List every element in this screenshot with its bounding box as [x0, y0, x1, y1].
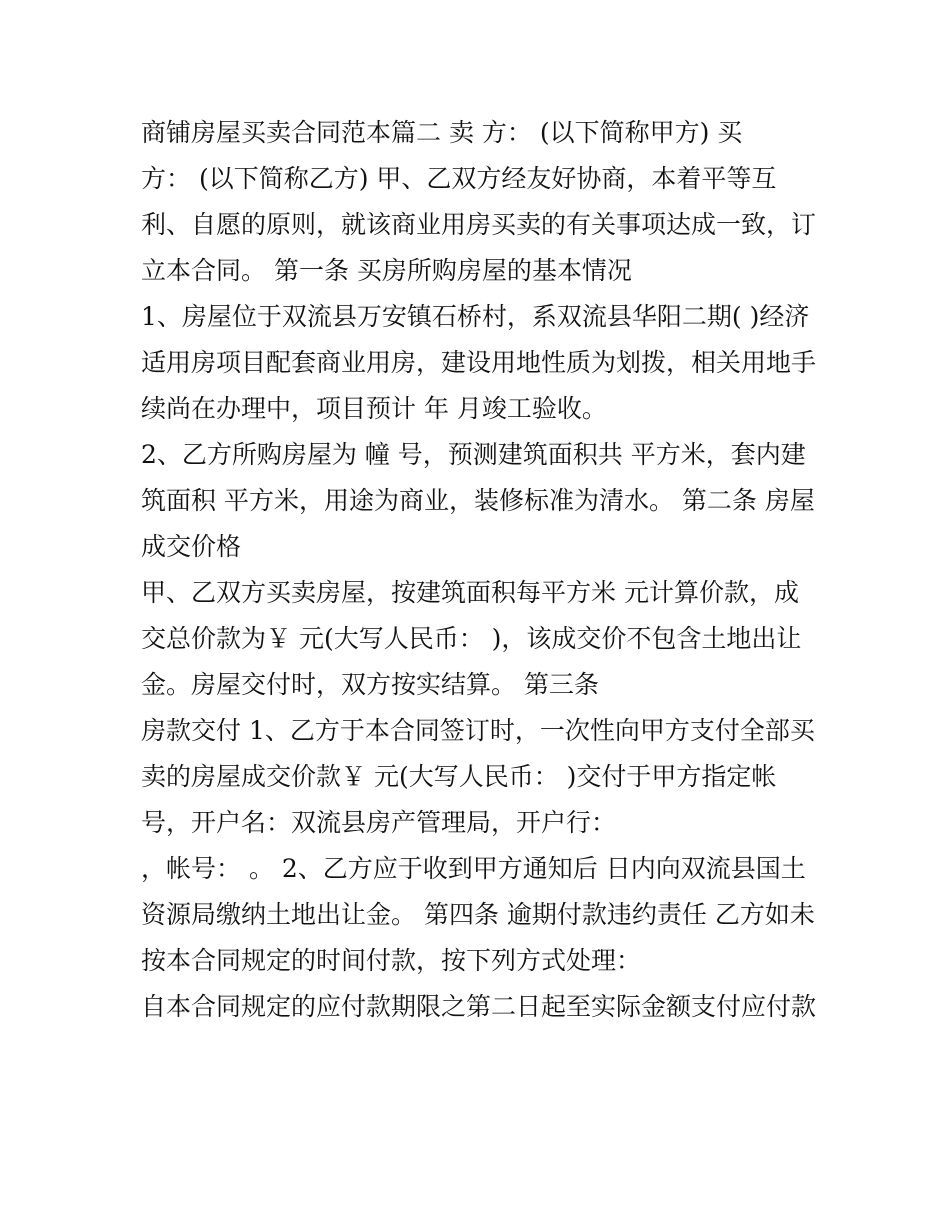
- text-line: 适用房项目配套商业用房，建设用地性质为划拨，相关用地手: [141, 348, 817, 377]
- text-line: 交总价款为￥ 元(大写人民币： )，该成交价不包含土地出让: [141, 624, 802, 653]
- text-line: 成交价格: [141, 532, 242, 561]
- text-line: 续尚在办理中，项目预计 年 月竣工验收。: [141, 394, 607, 423]
- text-line: 2、乙方所购房屋为 幢 号，预测建筑面积共 平方米，套内建: [141, 440, 806, 469]
- text-line: 利、自愿的原则，就该商业用房买卖的有关事项达成一致，订: [141, 210, 817, 239]
- text-line: 号，开户名：双流县房产管理局，开户行：: [141, 808, 617, 837]
- text-line: 卖的房屋成交价款￥ 元(大写人民币： )交付于甲方指定帐: [141, 762, 777, 791]
- text-line: 方： (以下简称乙方) 甲、乙双方经友好协商，本着平等互: [141, 164, 777, 193]
- text-line: 1、房屋位于双流县万安镇石桥村，系双流县华阳二期( )经济: [141, 302, 810, 331]
- text-line: ，帐号： 。 2、乙方应于收到甲方通知后 日内向双流县国土: [141, 854, 806, 883]
- text-line: 自本合同规定的应付款期限之第二日起至实际金额支付应付款: [141, 992, 817, 1021]
- text-line: 商铺房屋买卖合同范本篇二 卖 方： (以下简称甲方) 买: [141, 118, 743, 147]
- text-line: 房款交付 1、乙方于本合同签订时，一次性向甲方支付全部买: [141, 716, 815, 745]
- text-line: 按本合同规定的时间付款，按下列方式处理：: [141, 946, 642, 975]
- contract-body: [141, 110, 821, 1030]
- text-line: 金。房屋交付时，双方按实结算。 第三条: [141, 670, 599, 699]
- text-line: 立本合同。 第一条 买房所购房屋的基本情况: [141, 256, 632, 285]
- text-line: 甲、乙双方买卖房屋，按建筑面积每平方米 元计算价款，成: [141, 578, 799, 607]
- text-line: 筑面积 平方米，用途为商业，装修标准为清水。 第二条 房屋: [141, 486, 815, 515]
- text-line: 资源局缴纳土地出让金。 第四条 逾期付款违约责任 乙方如未: [141, 900, 815, 929]
